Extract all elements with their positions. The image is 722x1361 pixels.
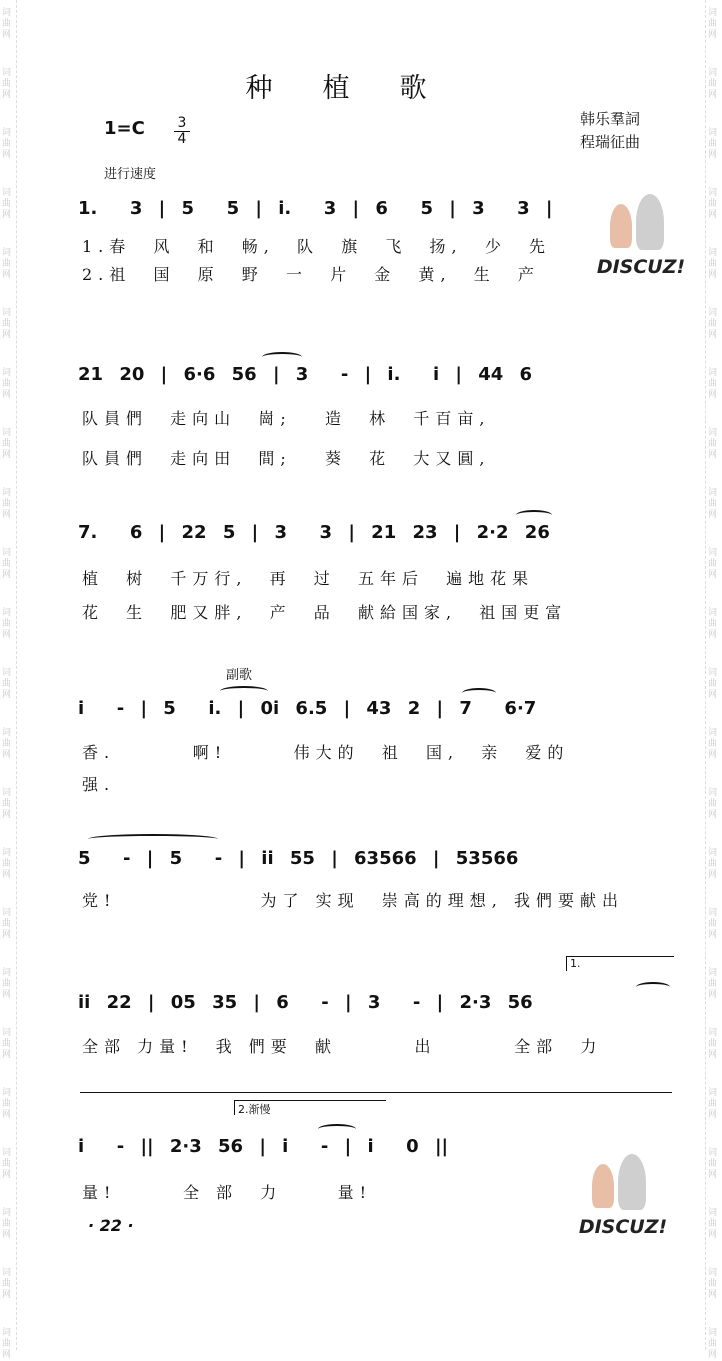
- lyric-line: 植 树 千万行, 再 过 五年后 遍地花果: [82, 569, 535, 588]
- tempo-marking: 进行速度: [104, 167, 157, 182]
- lyric-line: 香. 啊! 伟大的 祖 国, 亲 爱的: [82, 743, 570, 762]
- logo-figures-icon: [596, 190, 686, 256]
- watermark-text: 词 曲 网: [708, 368, 718, 400]
- lyric-line: 全部 力量! 我 們要 献 出 全部 力: [82, 1037, 603, 1056]
- watermark-text: 词 曲 网: [708, 1208, 718, 1240]
- slur-mark: [462, 688, 496, 698]
- watermark-text: 词 曲 网: [2, 548, 12, 580]
- notation-line: i - || 2·3 56 | i - | i 0 ||: [78, 1136, 449, 1157]
- watermark-text: 词 曲 网: [2, 128, 12, 160]
- watermark-text: 词 曲 网: [708, 68, 718, 100]
- slur-mark: [220, 686, 268, 696]
- page-number: · 22 ·: [88, 1216, 134, 1235]
- discuz-logo: [568, 1150, 678, 1246]
- notation-line: 1. 3 | 5 5 | i. 3 | 6 5 | 3 3 |: [78, 198, 553, 219]
- watermark-text: 词 曲 网: [708, 428, 718, 460]
- watermark-text: 词 曲 网: [708, 8, 718, 40]
- lyric-line: 量! 全 部 力 量!: [82, 1183, 373, 1202]
- lyric-line: 队員們 走向田 間; 葵 花 大又圓,: [82, 449, 491, 468]
- slur-mark: [262, 352, 302, 362]
- watermark-text: 词 曲 网: [2, 848, 12, 880]
- watermark-text: 词 曲 网: [708, 848, 718, 880]
- right-watermark-strip: [705, 0, 722, 1360]
- slur-mark: [318, 1124, 356, 1134]
- watermark-text: 词 曲 网: [708, 188, 718, 220]
- watermark-text: 词 曲 网: [2, 68, 12, 100]
- lyric-line: 党! 为了 实现 崇高的理想, 我們要献出: [82, 891, 624, 910]
- watermark-text: 词 曲 网: [708, 1088, 718, 1120]
- left-watermark-strip: [0, 0, 17, 1360]
- notation-line: 21 20 | 6·6 56 | 3 - | i. i | 44 6: [78, 364, 533, 385]
- watermark-text: 词 曲 网: [708, 548, 718, 580]
- time-signature: [174, 116, 190, 147]
- watermark-text: 词 曲 网: [708, 128, 718, 160]
- watermark-text: 词 曲 网: [2, 908, 12, 940]
- notation-line: 7. 6 | 22 5 | 3 3 | 21 23 | 2·2 26: [78, 522, 550, 543]
- chorus-label: 副歌: [226, 668, 253, 683]
- watermark-text: 词 曲 网: [2, 1268, 12, 1300]
- watermark-text: 词 曲 网: [708, 488, 718, 520]
- discuz-logo: [586, 190, 696, 286]
- watermark-text: 词 曲 网: [708, 1148, 718, 1180]
- notation-line: ii 22 | 05 35 | 6 - | 3 - | 2·3 56: [78, 992, 533, 1013]
- watermark-text: 词 曲 网: [2, 308, 12, 340]
- notation-line: i - | 5 i. | 0i 6.5 | 43 2 | 7 6·7: [78, 698, 537, 719]
- lyric-line: 2.祖 国 原 野 一 片 金 黄, 生 产: [82, 265, 540, 284]
- watermark-text: 词 曲 网: [708, 308, 718, 340]
- lyric-line: 1.春 风 和 畅, 队 旗 飞 扬, 少 先: [82, 237, 551, 256]
- watermark-text: 词 曲 网: [2, 8, 12, 40]
- second-ending-bracket: 2.渐慢: [234, 1100, 386, 1115]
- watermark-text: 词 曲 网: [2, 368, 12, 400]
- slur-mark: [636, 982, 670, 992]
- watermark-text: 词 曲 网: [708, 908, 718, 940]
- watermark-text: 词 曲 网: [2, 788, 12, 820]
- watermark-text: 词 曲 网: [2, 1208, 12, 1240]
- watermark-text: 词 曲 网: [2, 668, 12, 700]
- first-ending-bracket: 1.: [566, 956, 674, 971]
- song-title: 种植歌: [245, 73, 477, 104]
- watermark-text: 词 曲 网: [708, 1028, 718, 1060]
- key-signature: 1=C: [104, 118, 145, 139]
- composer-credit: 程瑞征曲: [580, 133, 641, 151]
- watermark-text: 词 曲 网: [708, 968, 718, 1000]
- watermark-text: 词 曲 网: [2, 188, 12, 220]
- lyricist-credit: 韩乐羣詞: [580, 110, 641, 128]
- watermark-text: 词 曲 网: [2, 968, 12, 1000]
- ending-rule: [80, 1092, 672, 1093]
- meter-denominator: 4: [177, 131, 187, 147]
- meter-numerator: 3: [174, 116, 190, 132]
- watermark-text: 词 曲 网: [2, 488, 12, 520]
- watermark-text: 词 曲 网: [2, 728, 12, 760]
- logo-text: DISCUZ!: [578, 1216, 668, 1238]
- watermark-text: 词 曲 网: [2, 1028, 12, 1060]
- watermark-text: 词 曲 网: [708, 668, 718, 700]
- watermark-text: 词 曲 网: [708, 248, 718, 280]
- watermark-text: 词 曲 网: [2, 1148, 12, 1180]
- logo-text: DISCUZ!: [596, 256, 686, 278]
- watermark-text: 词 曲 网: [708, 788, 718, 820]
- watermark-text: 词 曲 网: [2, 1088, 12, 1120]
- lyric-line: 强.: [82, 775, 116, 794]
- watermark-text: 词 曲 网: [2, 428, 12, 460]
- lyric-line: 队員們 走向山 崗; 造 林 千百亩,: [82, 409, 491, 428]
- notation-line: 5 - | 5 - | ii 55 | 63566 | 53566: [78, 848, 519, 869]
- slur-mark: [88, 834, 218, 844]
- logo-figures-icon: [578, 1150, 668, 1216]
- watermark-text: 词 曲 网: [708, 728, 718, 760]
- watermark-text: 词 曲 网: [2, 248, 12, 280]
- watermark-text: 词 曲 网: [708, 608, 718, 640]
- slur-mark: [516, 510, 552, 520]
- watermark-text: 词 曲 网: [708, 1268, 718, 1300]
- watermark-text: 词 曲 网: [708, 1328, 718, 1360]
- watermark-text: 词 曲 网: [2, 608, 12, 640]
- lyric-line: 花 生 肥又胖, 产 品 献給国家, 祖国更富: [82, 603, 568, 622]
- watermark-text: 词 曲 网: [2, 1328, 12, 1360]
